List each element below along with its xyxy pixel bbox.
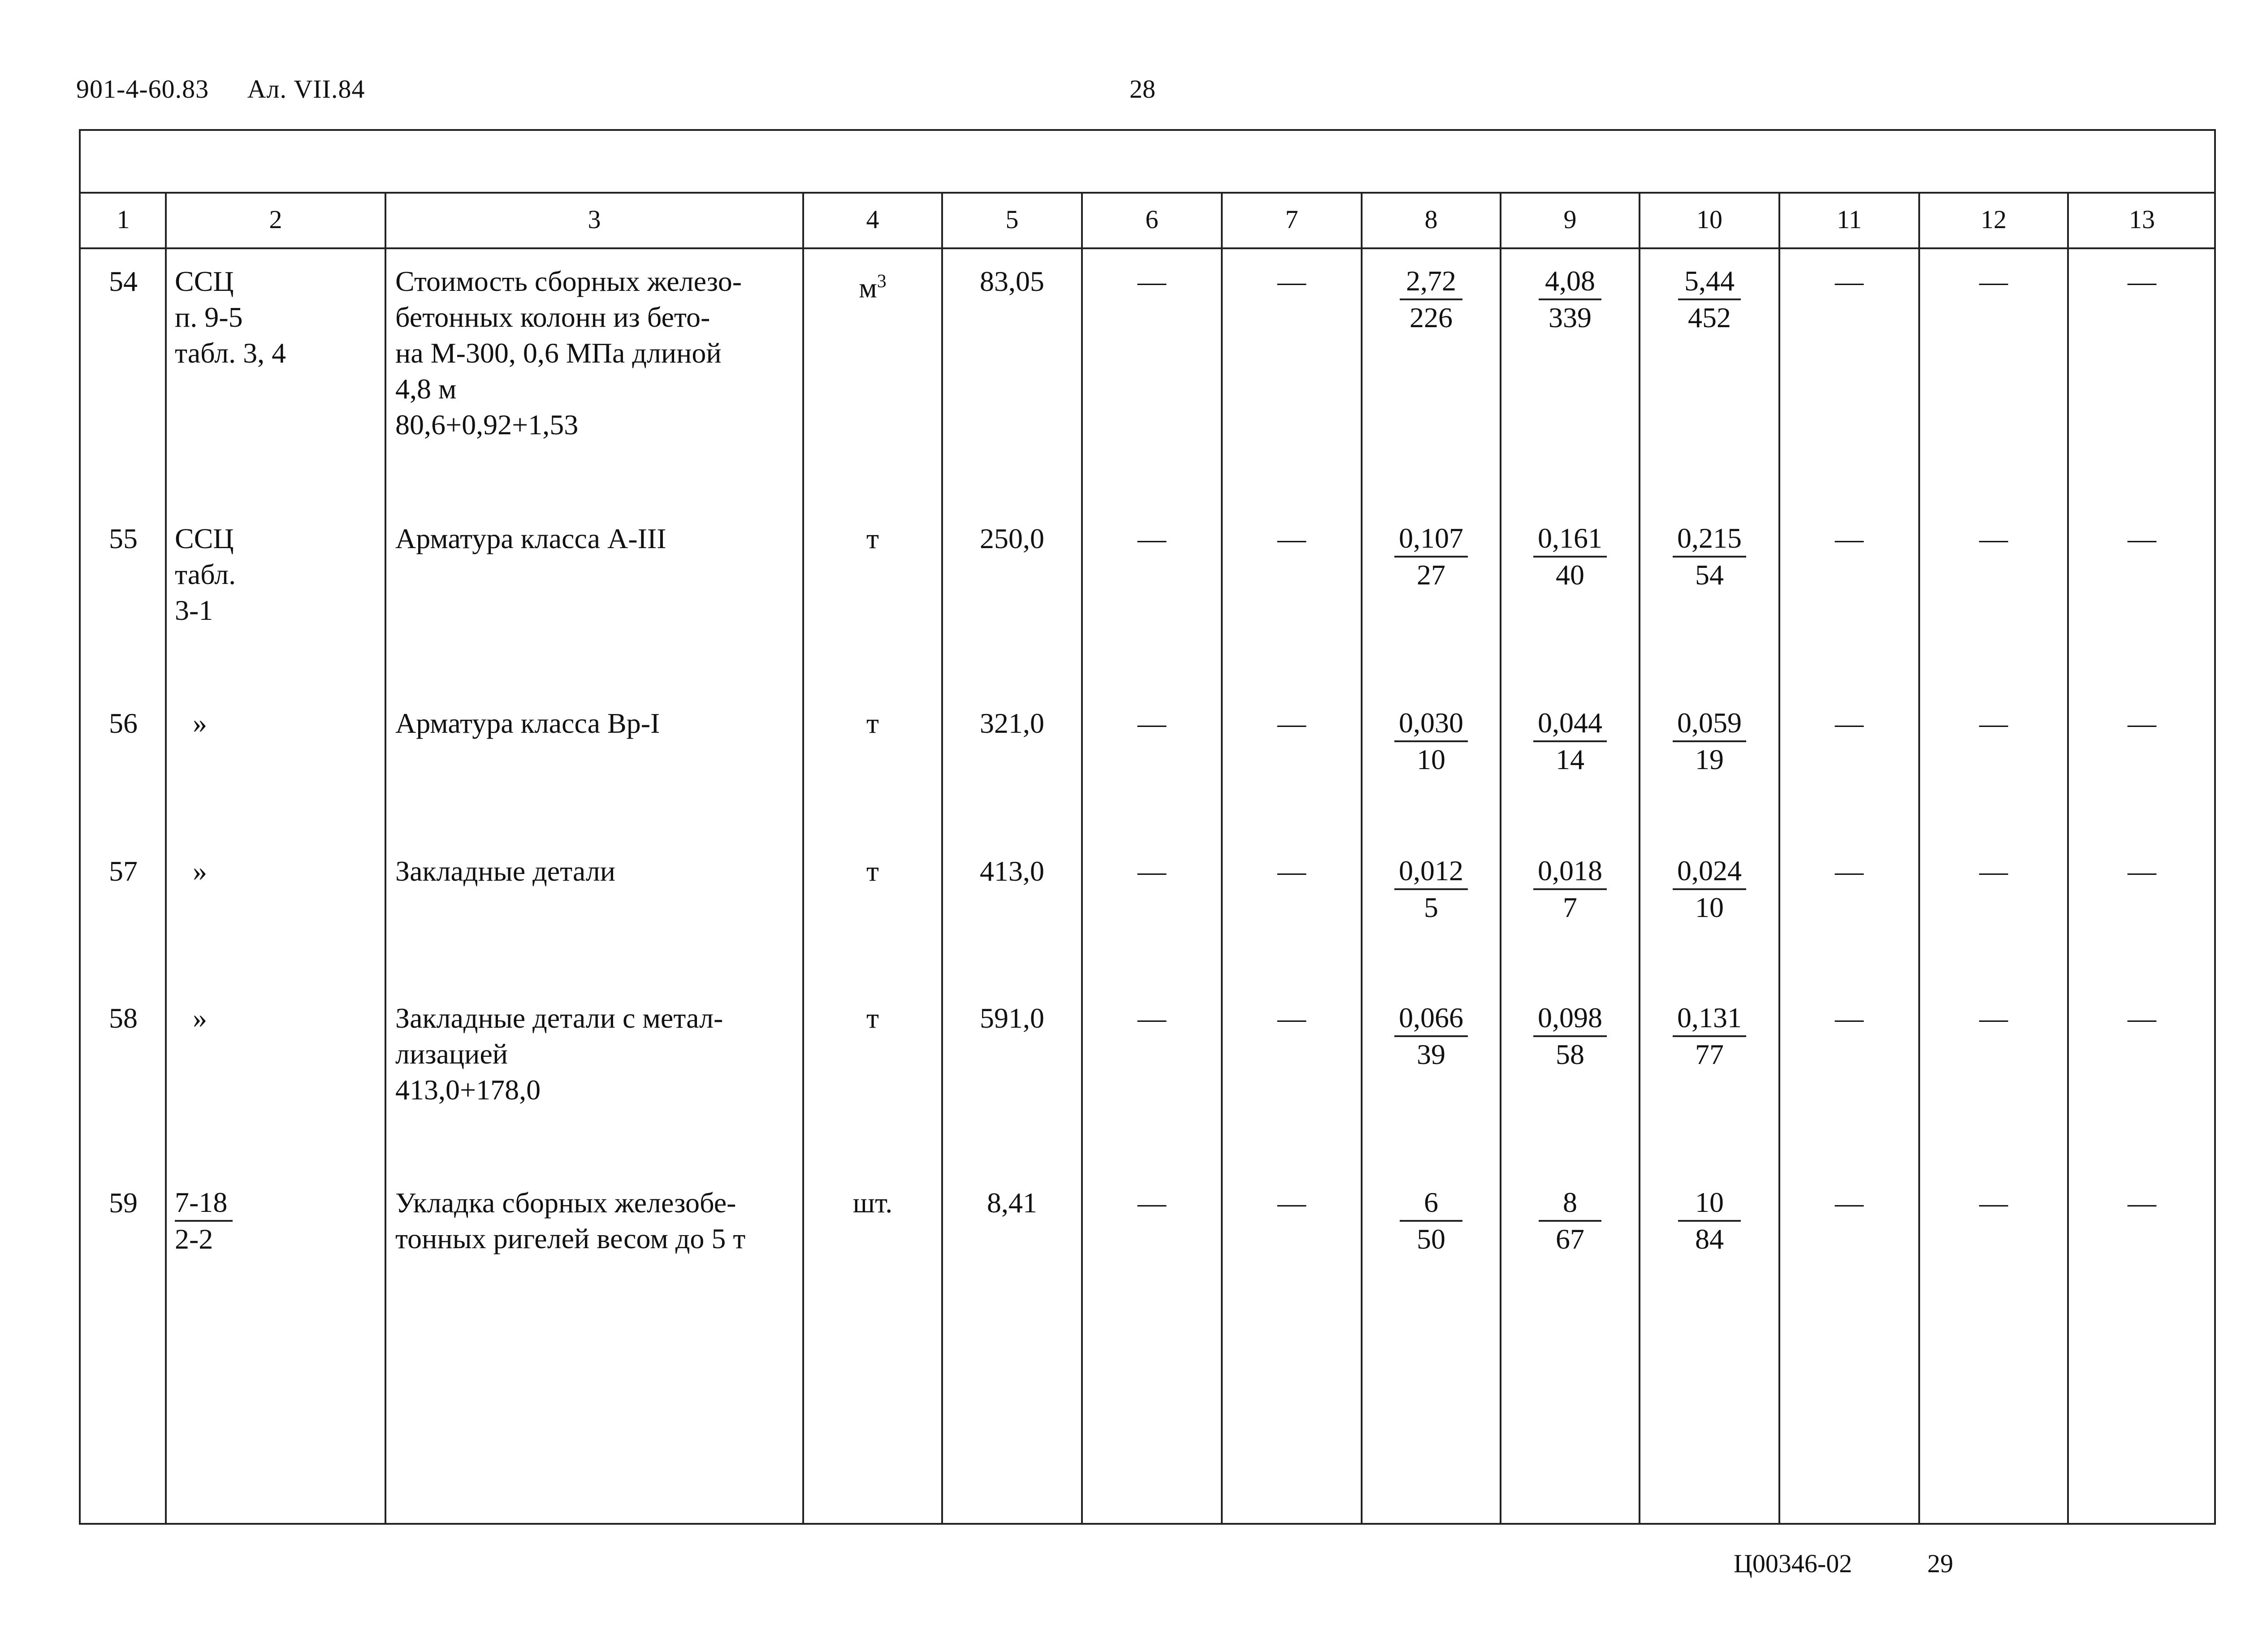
value-fraction-col10 <box>1640 1185 1779 1257</box>
empty-dash: — <box>1277 523 1306 554</box>
empty-dash: — <box>1277 1002 1306 1034</box>
basis-code <box>193 705 207 741</box>
value-fraction-col10 <box>1640 264 1779 335</box>
fraction-numerator: 0,131 <box>1673 1000 1746 1037</box>
empty-dash: — <box>1277 1187 1306 1219</box>
unit: т <box>866 1002 879 1034</box>
basis-code <box>193 1000 207 1036</box>
column-number-8: 8 <box>1424 205 1438 234</box>
text-line: 3-1 <box>175 594 213 626</box>
value-fraction-col10 <box>1640 853 1779 925</box>
empty-dash: — <box>1277 265 1306 297</box>
fraction-denominator: 27 <box>1417 559 1445 591</box>
fraction-denominator: 7 <box>1563 891 1577 923</box>
text-line: бетонных колонн из бето- <box>395 301 710 333</box>
text-line: 80,6+0,92+1,53 <box>395 409 579 441</box>
album-number: Ал. VII.84 <box>247 74 365 104</box>
text-line: » <box>193 855 207 887</box>
empty-dash: — <box>1138 707 1166 739</box>
item-description <box>395 853 615 889</box>
value-fraction-col9 <box>1501 853 1640 925</box>
text-line: на М-300, 0,6 МПа длиной <box>395 337 722 369</box>
empty-dash: — <box>1835 523 1864 554</box>
unit-price: 8,41 <box>987 1187 1037 1219</box>
empty-dash: — <box>1138 1187 1166 1219</box>
unit-price: 413,0 <box>980 855 1044 887</box>
unit: т <box>866 707 879 739</box>
value-fraction-col8 <box>1362 1185 1501 1257</box>
row-number: 54 <box>109 265 138 297</box>
row-number: 57 <box>109 855 138 887</box>
fraction-numerator: 4,08 <box>1539 264 1601 300</box>
item-description <box>395 1000 723 1108</box>
unit-price: 83,05 <box>980 265 1044 297</box>
fraction-denominator: 77 <box>1695 1038 1724 1070</box>
column-number-9: 9 <box>1563 205 1577 234</box>
item-description <box>395 521 666 557</box>
empty-dash: — <box>1979 1002 2008 1034</box>
unit-price: 591,0 <box>980 1002 1044 1034</box>
column-number-10: 10 <box>1696 205 1722 234</box>
fraction-denominator: 84 <box>1695 1223 1724 1255</box>
empty-dash: — <box>2128 707 2156 739</box>
unit: т <box>866 523 879 554</box>
column-number-2: 2 <box>269 205 282 234</box>
empty-dash: — <box>1138 265 1166 297</box>
document-code: 901-4-60.83 <box>76 74 209 104</box>
unit: шт. <box>852 1187 893 1219</box>
value-fraction-col10 <box>1640 521 1779 592</box>
text-line: » <box>193 707 207 739</box>
text-line: 413,0+178,0 <box>395 1074 541 1106</box>
empty-dash: — <box>1138 523 1166 554</box>
empty-dash: — <box>1979 707 2008 739</box>
text-line: лизацией <box>395 1038 508 1070</box>
text-line: табл. <box>175 558 236 590</box>
column-number-6: 6 <box>1145 205 1159 234</box>
empty-dash: — <box>1979 1187 2008 1219</box>
text-line: Укладка сборных железобе- <box>395 1187 736 1219</box>
column-number-4: 4 <box>866 205 879 234</box>
text-line: ССЦ <box>175 523 234 554</box>
column-number-13: 13 <box>2129 205 2155 234</box>
page-header-code <box>76 74 396 104</box>
text-line: Арматура класса А-III <box>395 523 666 554</box>
column-number-5: 5 <box>1005 205 1019 234</box>
text-line: ССЦ <box>175 265 234 297</box>
fraction-numerator: 10 <box>1678 1185 1741 1222</box>
text-line: тонных ригелей весом до 5 т <box>395 1223 746 1254</box>
empty-dash: — <box>2128 855 2156 887</box>
fraction-numerator: 0,066 <box>1394 1000 1468 1037</box>
fraction-numerator: 6 <box>1400 1185 1462 1222</box>
empty-dash: — <box>1835 1187 1864 1219</box>
column-number-11: 11 <box>1837 205 1862 234</box>
fraction-numerator: 0,107 <box>1394 521 1468 558</box>
value-fraction-col10 <box>1640 1000 1779 1072</box>
row-number: 59 <box>109 1187 138 1219</box>
empty-dash: — <box>2128 1002 2156 1034</box>
footer-doc-code: Ц00346-02 <box>1734 1549 1852 1578</box>
column-divider <box>385 192 386 1523</box>
value-fraction-col10 <box>1640 705 1779 777</box>
empty-dash: — <box>2128 1187 2156 1219</box>
fraction-numerator: 0,161 <box>1533 521 1607 558</box>
row-number: 55 <box>109 523 138 554</box>
empty-dash: — <box>1277 855 1306 887</box>
column-number-7: 7 <box>1285 205 1298 234</box>
table-top-band <box>81 131 2214 194</box>
column-number-3: 3 <box>588 205 601 234</box>
unit: $м^3$ <box>859 271 887 304</box>
fraction-denominator: 14 <box>1556 744 1584 775</box>
unit-price: 321,0 <box>980 707 1044 739</box>
empty-dash: — <box>1979 265 2008 297</box>
value-fraction-col9 <box>1501 1185 1640 1257</box>
fraction-numerator: 2,72 <box>1400 264 1462 300</box>
text-line: п. 9-5 <box>175 301 243 333</box>
fraction-denominator: 226 <box>1410 302 1453 333</box>
fraction-denominator: 10 <box>1417 744 1445 775</box>
value-fraction-col9 <box>1501 521 1640 592</box>
fraction-numerator: 5,44 <box>1678 264 1741 300</box>
value-fraction-col8 <box>1362 705 1501 777</box>
text-line: табл. 3, 4 <box>175 337 286 369</box>
value-fraction-col8 <box>1362 521 1501 592</box>
fraction-denominator: 2-2 <box>175 1223 213 1255</box>
estimate-table <box>79 129 2216 1525</box>
fraction-numerator: 0,024 <box>1673 853 1746 890</box>
page-number: 28 <box>1129 74 1155 104</box>
fraction-numerator: 0,215 <box>1673 521 1746 558</box>
basis-code <box>193 853 207 889</box>
empty-dash: — <box>1835 855 1864 887</box>
fraction-numerator: 0,059 <box>1673 705 1746 742</box>
footer-sheet-number: 29 <box>1927 1549 1953 1578</box>
empty-dash: — <box>1979 523 2008 554</box>
fraction-denominator: 339 <box>1549 302 1592 333</box>
value-fraction-col9 <box>1501 264 1640 335</box>
text-line: Стоимость сборных железо- <box>395 265 742 297</box>
unit-superscript: 3 <box>877 271 887 292</box>
fraction-numerator: 0,098 <box>1533 1000 1607 1037</box>
text-line: » <box>193 1002 207 1034</box>
basis-code <box>175 521 236 628</box>
empty-dash: — <box>1138 855 1166 887</box>
fraction-numerator: 0,030 <box>1394 705 1468 742</box>
fraction-denominator: 58 <box>1556 1038 1584 1070</box>
value-fraction-col8 <box>1362 264 1501 335</box>
basis-code <box>175 1185 233 1257</box>
text-line: Арматура класса Вр-I <box>395 707 660 739</box>
fraction-denominator: 452 <box>1688 302 1731 333</box>
fraction-numerator: 0,044 <box>1533 705 1607 742</box>
empty-dash: — <box>1979 855 2008 887</box>
fraction-numerator: 0,012 <box>1394 853 1468 890</box>
value-fraction-col8 <box>1362 1000 1501 1072</box>
empty-dash: — <box>1835 707 1864 739</box>
empty-dash: — <box>2128 265 2156 297</box>
fraction-denominator: 40 <box>1556 559 1584 591</box>
value-fraction-col9 <box>1501 1000 1640 1072</box>
fraction-denominator: 19 <box>1695 744 1724 775</box>
unit-price: 250,0 <box>980 523 1044 554</box>
item-description <box>395 264 742 443</box>
empty-dash: — <box>1277 707 1306 739</box>
fraction-numerator: 7-18 <box>175 1185 233 1222</box>
item-description <box>395 1185 745 1257</box>
fraction-denominator: 54 <box>1695 559 1724 591</box>
fraction-denominator: 67 <box>1556 1223 1584 1255</box>
fraction-numerator: 0,018 <box>1533 853 1607 890</box>
text-line: Закладные детали <box>395 855 615 887</box>
empty-dash: — <box>1138 1002 1166 1034</box>
value-fraction-col8 <box>1362 853 1501 925</box>
empty-dash: — <box>1835 1002 1864 1034</box>
row-number: 56 <box>109 707 138 739</box>
column-number-12: 12 <box>1981 205 2007 234</box>
fraction-denominator: 5 <box>1424 891 1438 923</box>
fraction-denominator: 10 <box>1695 891 1724 923</box>
basis-code <box>175 264 286 371</box>
value-fraction-col9 <box>1501 705 1640 777</box>
text-line: Закладные детали с метал- <box>395 1002 723 1034</box>
fraction-denominator: 50 <box>1417 1223 1445 1255</box>
empty-dash: — <box>2128 523 2156 554</box>
fraction-denominator: 39 <box>1417 1038 1445 1070</box>
item-description <box>395 705 660 741</box>
fraction-numerator: 8 <box>1539 1185 1601 1222</box>
unit: т <box>866 855 879 887</box>
empty-dash: — <box>1835 265 1864 297</box>
column-number-1: 1 <box>117 205 130 234</box>
row-number: 58 <box>109 1002 138 1034</box>
text-line: 4,8 м <box>395 373 457 405</box>
